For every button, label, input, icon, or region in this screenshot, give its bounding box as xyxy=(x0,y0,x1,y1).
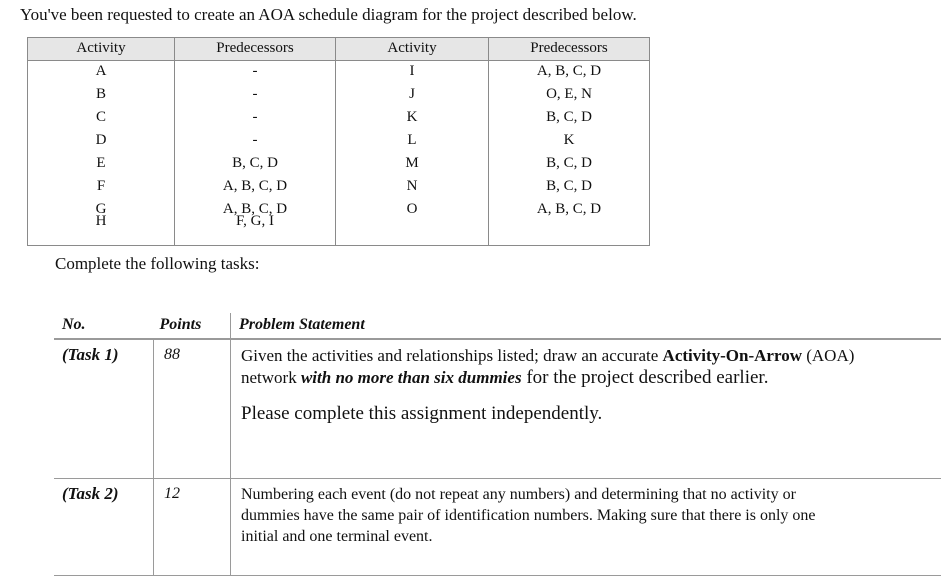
tasks-table xyxy=(54,313,941,576)
predecessor-cell xyxy=(175,213,336,246)
statement-line xyxy=(241,345,941,367)
task-points: 12 xyxy=(154,479,231,576)
predecessor-cell: A, B, C, D xyxy=(489,199,650,222)
task-problem-statement xyxy=(231,339,942,479)
task-row-2 xyxy=(54,479,941,576)
activity-cell: I xyxy=(336,61,489,85)
activity-cell: M xyxy=(336,153,489,176)
header-predecessors-1: Predecessors xyxy=(175,38,336,61)
activity-cell xyxy=(336,222,489,246)
activity-cell: E xyxy=(28,153,175,176)
predecessor-cell: O, E, N xyxy=(489,84,650,107)
predecessor-cell: - xyxy=(175,61,336,85)
predecessor-cell xyxy=(489,222,650,246)
predecessor-cell: - xyxy=(175,107,336,130)
task-problem-statement xyxy=(231,479,942,576)
statement-emphasis: with no more than six dummies xyxy=(300,368,522,387)
predecessor-cell: B, C, D xyxy=(489,176,650,199)
activity-cell: J xyxy=(336,84,489,107)
activity-cell: L xyxy=(336,130,489,153)
activity-table-header xyxy=(28,38,650,61)
activity-cell: F xyxy=(28,176,175,199)
statement-gap xyxy=(241,389,941,403)
activity-cell: C xyxy=(28,107,175,130)
activity-cell: B xyxy=(28,84,175,107)
statement-line xyxy=(241,367,941,389)
activity-cell: N xyxy=(336,176,489,199)
table-row xyxy=(28,153,650,176)
complete-tasks-heading: Complete the following tasks: xyxy=(55,254,260,273)
statement-text: (AOA) xyxy=(801,346,855,365)
header-activity-1: Activity xyxy=(28,38,175,61)
statement-text: network xyxy=(241,368,301,387)
statement-emphasis: Activity-On-Arrow xyxy=(662,346,802,365)
predecessor-cell: B, C, D xyxy=(175,153,336,176)
statement-line: Numbering each event (do not repeat any numbers) and determining that no activity or xyxy=(241,486,796,503)
statement-text: Given the activities and relationships listed; draw an accurate xyxy=(241,346,663,365)
task-row-1 xyxy=(54,339,941,479)
table-row xyxy=(28,199,650,222)
predecessor-cell: - xyxy=(175,84,336,107)
statement-line: Please complete this assignment independently. xyxy=(241,403,603,424)
predecessor-cell: B, C, D xyxy=(489,153,650,176)
predecessor-cell: K xyxy=(489,130,650,153)
table-row xyxy=(28,84,650,107)
activity-cell-text: H xyxy=(95,213,107,229)
predecessor-cell-text: F, G, I xyxy=(236,213,274,229)
activity-cell: K xyxy=(336,107,489,130)
tasks-table-header xyxy=(54,313,941,339)
activity-cell: G xyxy=(28,199,175,222)
activity-table xyxy=(27,37,650,246)
statement-text: for the project described earlier. xyxy=(521,367,769,388)
statement-line: initial and one terminal event. xyxy=(241,528,433,545)
predecessor-cell: A, B, C, D xyxy=(175,199,336,222)
table-row xyxy=(28,61,650,85)
statement-line: dummies have the same pair of identification numbers. Making sure that there is only one xyxy=(241,507,816,524)
table-row xyxy=(28,222,650,246)
header-points: Points xyxy=(154,313,231,339)
activity-cell: D xyxy=(28,130,175,153)
predecessor-cell: A, B, C, D xyxy=(489,61,650,85)
predecessor-cell: B, C, D xyxy=(489,107,650,130)
table-row xyxy=(28,130,650,153)
header-no: No. xyxy=(54,313,154,339)
activity-cell: A xyxy=(28,61,175,85)
predecessor-cell: - xyxy=(175,130,336,153)
task-number: (Task 1) xyxy=(54,339,154,479)
activity-cell: O xyxy=(336,199,489,222)
predecessor-cell: A, B, C, D xyxy=(175,176,336,199)
activity-cell xyxy=(28,213,175,246)
header-predecessors-2: Predecessors xyxy=(489,38,650,61)
task-number: (Task 2) xyxy=(54,479,154,576)
intro-text: You've been requested to create an AOA schedule diagram for the project described below. xyxy=(20,5,637,24)
table-row xyxy=(28,107,650,130)
header-activity-2: Activity xyxy=(336,38,489,61)
table-row xyxy=(28,176,650,199)
task-points: 88 xyxy=(154,339,231,479)
header-problem-statement: Problem Statement xyxy=(231,313,942,339)
